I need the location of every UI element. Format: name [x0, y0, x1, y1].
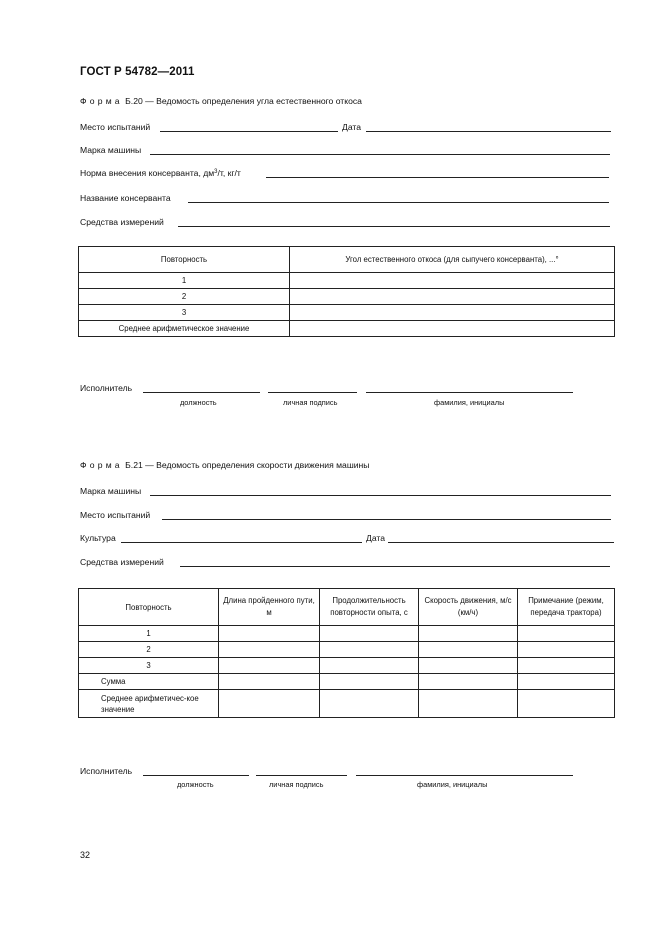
table-row	[79, 273, 615, 289]
form20-preservative-field[interactable]	[188, 202, 609, 203]
form21-date-field[interactable]	[388, 542, 614, 543]
form21-cell[interactable]	[518, 642, 615, 658]
form21-col-header: Скорость движения, м/с (км/ч)	[419, 589, 518, 626]
form21-cell[interactable]	[518, 674, 615, 690]
form21-row-label: 1	[79, 626, 219, 642]
form21-executor-label: Исполнитель	[80, 766, 133, 776]
form20-norm-post: /т, кг/т	[217, 168, 241, 178]
form21-cell[interactable]	[219, 642, 320, 658]
form20-cell[interactable]	[290, 305, 615, 321]
form21-name-field[interactable]	[356, 775, 573, 776]
form21-cell[interactable]	[419, 674, 518, 690]
form20-norm-label	[80, 168, 241, 178]
form21-col-header: Повторность	[79, 589, 219, 626]
form21-cell[interactable]	[419, 658, 518, 674]
form20-sign-field[interactable]	[268, 392, 357, 393]
form21-cell[interactable]	[219, 626, 320, 642]
form21-cell[interactable]	[518, 626, 615, 642]
form20-preservative-label: Название консерванта	[80, 193, 171, 203]
form20-norm-sup: 3	[214, 169, 218, 175]
table-row	[79, 674, 615, 690]
form20-col-header-repeat: Повторность	[79, 247, 290, 273]
document-header: ГОСТ Р 54782—2011	[80, 66, 195, 78]
form21-instruments-field[interactable]	[180, 566, 610, 567]
form21-place-label: Место испытаний	[80, 510, 151, 520]
form21-place-field[interactable]	[162, 519, 611, 520]
form21-sign-caption: личная подпись	[269, 780, 324, 789]
form20-table	[78, 246, 615, 337]
form21-position-field[interactable]	[143, 775, 249, 776]
form20-row-label: 2	[79, 289, 290, 305]
form21-date-label: Дата	[366, 533, 386, 543]
form20-title-text: Б.20 — Ведомость определения угла естественного откоса	[125, 96, 362, 106]
form21-row-label: 2	[79, 642, 219, 658]
form20-position-caption: должность	[180, 398, 217, 407]
form21-col-header: Продолжительность повторности опыта, с	[320, 589, 419, 626]
form20-cell[interactable]	[290, 289, 615, 305]
form20-norm-pre: Норма внесения консерванта, дм	[80, 168, 215, 178]
form20-title	[80, 96, 362, 106]
form21-cell[interactable]	[320, 690, 419, 718]
form20-instruments-field[interactable]	[178, 226, 610, 227]
form21-cell[interactable]	[419, 642, 518, 658]
form21-cell[interactable]	[320, 642, 419, 658]
table-row	[79, 305, 615, 321]
form21-machine-field[interactable]	[150, 495, 611, 496]
form21-crop-label: Культура	[80, 533, 116, 543]
table-row	[79, 658, 615, 674]
form20-col-header-angle: Угол естественного откоса (для сыпучего консерванта), ...°	[290, 247, 615, 273]
form20-date-label: Дата	[342, 122, 362, 132]
form20-executor-label: Исполнитель	[80, 383, 133, 393]
form20-norm-field[interactable]	[266, 177, 609, 178]
form21-name-caption: фамилия, инициалы	[417, 780, 488, 789]
form20-machine-label: Марка машины	[80, 145, 142, 155]
form21-cell[interactable]	[219, 658, 320, 674]
form20-position-field[interactable]	[143, 392, 260, 393]
form21-col-header: Длина пройденного пути, м	[219, 589, 320, 626]
form21-cell[interactable]	[320, 626, 419, 642]
form21-title-text: Б.21 — Ведомость определения скорости движения машины	[125, 460, 370, 470]
form20-cell[interactable]	[290, 321, 615, 337]
form20-name-caption: фамилия, инициалы	[434, 398, 505, 407]
form21-sign-field[interactable]	[256, 775, 347, 776]
form20-row-label: 1	[79, 273, 290, 289]
table-row	[79, 289, 615, 305]
table-row	[79, 626, 615, 642]
form21-title	[80, 460, 369, 470]
form21-row-label: 3	[79, 658, 219, 674]
form20-name-field[interactable]	[366, 392, 573, 393]
table-row	[79, 321, 615, 337]
form21-position-caption: должность	[177, 780, 214, 789]
form20-sign-caption: личная подпись	[283, 398, 338, 407]
form21-cell[interactable]	[320, 658, 419, 674]
form21-machine-label: Марка машины	[80, 486, 142, 496]
form20-row-label: Среднее арифметическое значение	[79, 321, 290, 337]
form20-place-field[interactable]	[160, 131, 338, 132]
form21-cell[interactable]	[219, 690, 320, 718]
form20-date-field[interactable]	[366, 131, 611, 132]
form20-instruments-label: Средства измерений	[80, 217, 164, 227]
form21-row-label: Сумма	[79, 674, 219, 690]
form21-cell[interactable]	[419, 690, 518, 718]
form21-instruments-label: Средства измерений	[80, 557, 164, 567]
page-number: 32	[80, 850, 91, 860]
form20-row-label: 3	[79, 305, 290, 321]
form21-cell[interactable]	[518, 690, 615, 718]
form21-crop-field[interactable]	[121, 542, 362, 543]
form21-cell[interactable]	[320, 674, 419, 690]
form20-place-label: Место испытаний	[80, 122, 151, 132]
form20-machine-field[interactable]	[150, 154, 610, 155]
form21-table	[78, 588, 615, 718]
table-row	[79, 690, 615, 718]
form20-title-word: Форма	[80, 96, 123, 106]
table-row	[79, 642, 615, 658]
form21-cell[interactable]	[419, 626, 518, 642]
form21-cell[interactable]	[518, 658, 615, 674]
form21-title-word: Форма	[80, 460, 123, 470]
form21-row-label: Среднее арифметичес-кое значение	[79, 690, 219, 718]
form21-cell[interactable]	[219, 674, 320, 690]
form20-cell[interactable]	[290, 273, 615, 289]
form21-col-header: Примечание (режим, передача трактора)	[518, 589, 615, 626]
